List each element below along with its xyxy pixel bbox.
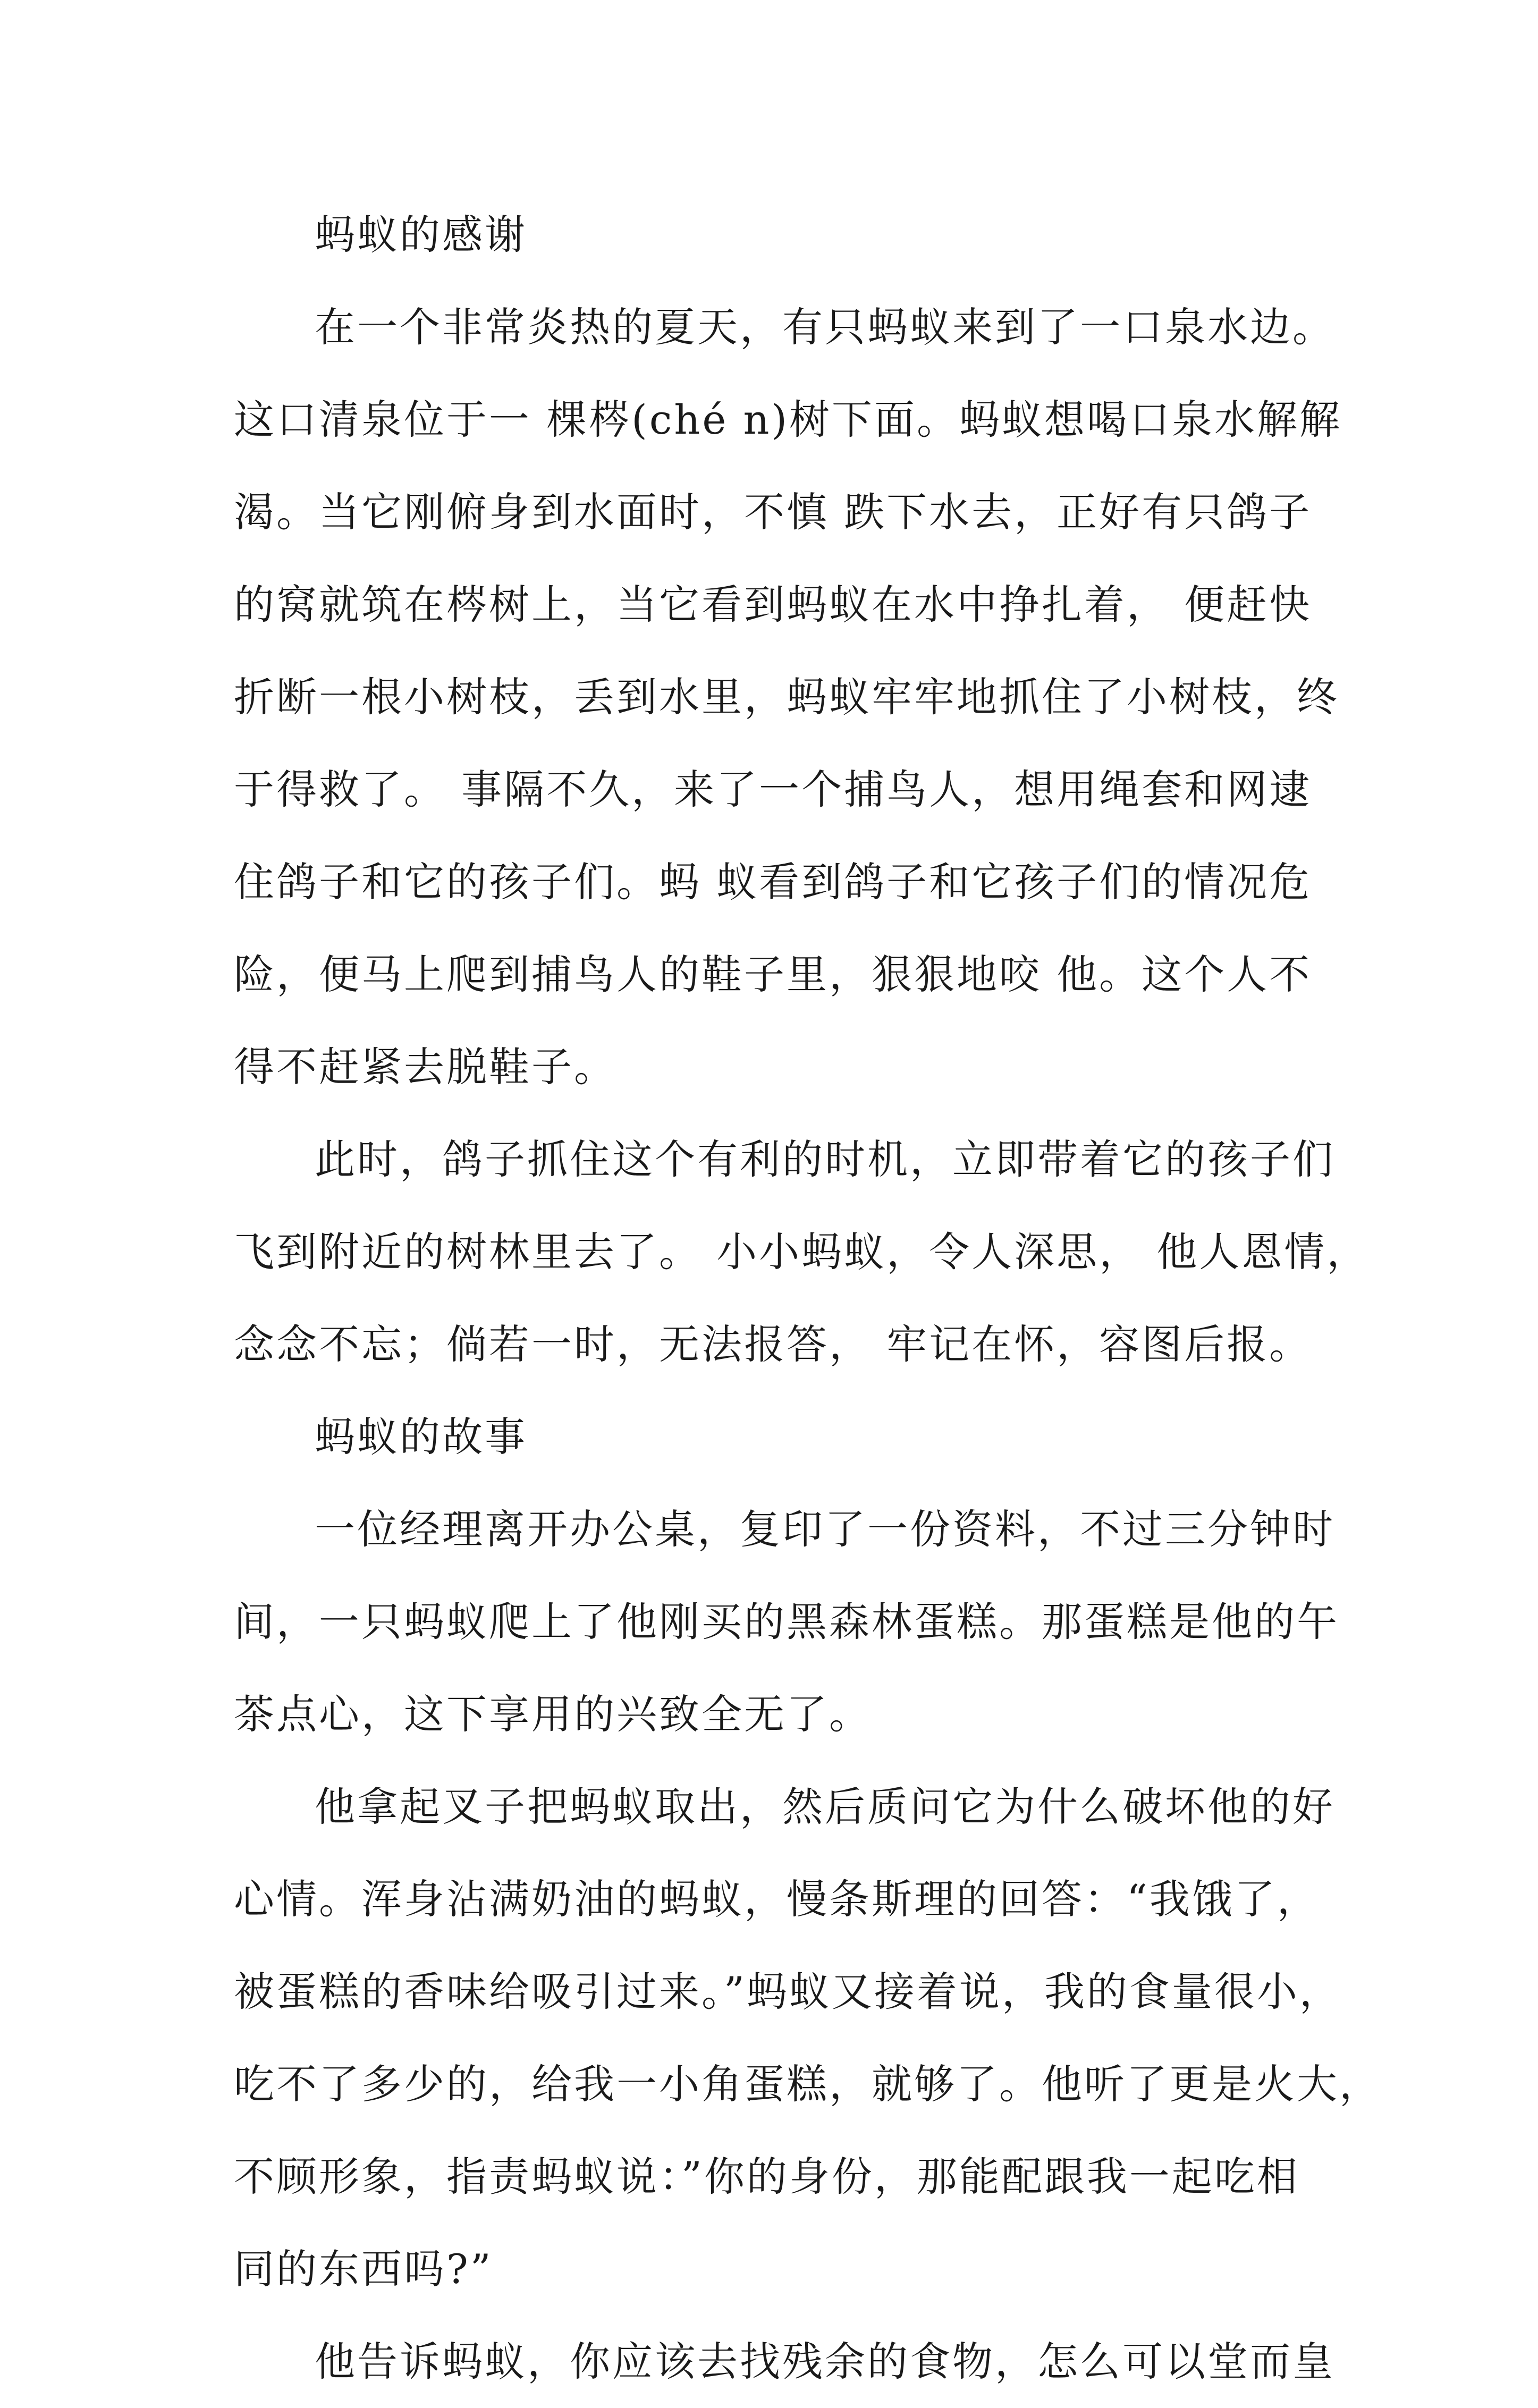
paragraph-line: 同的东西吗?”	[234, 2245, 493, 2293]
paragraph-line: 此时，鸽子抓住这个有利的时机，立即带着它的孩子们	[315, 1136, 1335, 1183]
paragraph-line: 飞到附近的树林里去了。 小小蚂蚁，令人深思， 他人恩情，	[234, 1228, 1370, 1275]
paragraph-line: 间，一只蚂蚁爬上了他刚买的黑森林蛋糕。那蛋糕是他的午	[234, 1598, 1339, 1645]
paragraph-line: 渴。当它刚俯身到水面时，不慎 跌下水去，正好有只鸽子	[234, 488, 1312, 536]
document-body	[234, 189, 1382, 2408]
paragraph-line: 念念不忘；倘若一时，无法报答， 牢记在怀，容图后报。	[234, 1321, 1312, 1368]
paragraph-line: 住鸽子和它的孩子们。蚂 蚁看到鸽子和它孩子们的情况危	[234, 858, 1312, 906]
section-title: 蚂蚁的感谢	[315, 211, 527, 258]
section-title: 蚂蚁的故事	[315, 1413, 527, 1460]
paragraph-line: 不顾形象，指责蚂蚁说：”你的身份，那能配跟我一起吃相	[234, 2153, 1299, 2200]
paragraph-line: 于得救了。 事隔不久，来了一个捕鸟人，想用绳套和网逮	[234, 766, 1312, 813]
paragraph-line: 这口清泉位于一 棵梣(ché n)树下面。蚂蚁想喝口泉水解解	[234, 396, 1342, 443]
paragraph-line: 得不赶紧去脱鞋子。	[234, 1043, 616, 1091]
paragraph-line: 心情。浑身沾满奶油的蚂蚁，慢条斯理的回答：“我饿了，	[234, 1875, 1320, 1923]
paragraph-line: 茶点心，这下享用的兴致全无了。	[234, 1691, 872, 1738]
paragraph-line: 一位经理离开办公桌，复印了一份资料，不过三分钟时	[315, 1506, 1335, 1553]
paragraph-line: 折断一根小树枝，丢到水里，蚂蚁牢牢地抓住了小树枝，终	[234, 673, 1339, 721]
paragraph-line: 在一个非常炎热的夏天，有只蚂蚁来到了一口泉水边。	[315, 303, 1335, 351]
paragraph-line: 他拿起叉子把蚂蚁取出，然后质问它为什么破坏他的好	[315, 1783, 1335, 1830]
paragraph-line: 险，便马上爬到捕鸟人的鞋子里，狠狠地咬 他。这个人不	[234, 951, 1312, 998]
paragraph-line: 吃不了多少的，给我一小角蛋糕，就够了。他听了更是火大，	[234, 2060, 1382, 2108]
paragraph-line: 被蛋糕的香味给吸引过来。”蚂蚁又接着说，我的食量很小，	[234, 1968, 1342, 2015]
paragraph-line: 的窝就筑在梣树上，当它看到蚂蚁在水中挣扎着， 便赶快	[234, 581, 1312, 628]
paragraph-line: 他告诉蚂蚁，你应该去找残余的食物，怎么可以堂而皇	[315, 2338, 1335, 2385]
